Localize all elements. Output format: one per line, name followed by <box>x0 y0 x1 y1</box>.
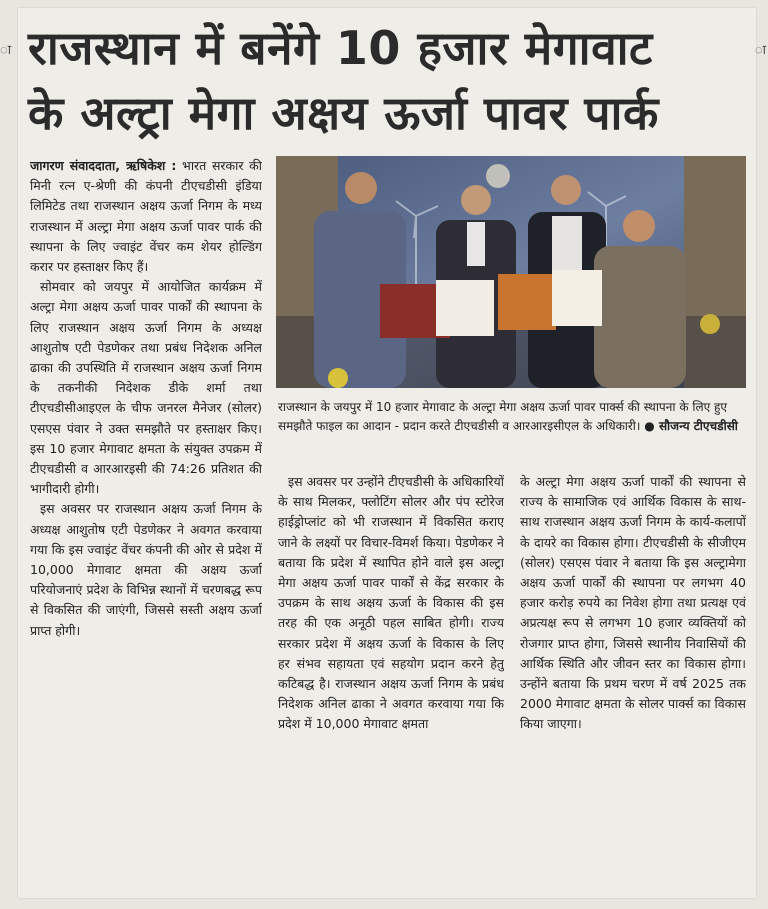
headline-line-1: राजस्थान में बनेंगे 10 हजार मेगावाट <box>28 21 653 75</box>
photo-credit: ● सौजन्य टीएचडीसी <box>644 419 738 433</box>
headline-line-2: के अल्ट्रा मेगा अक्षय ऊर्जा पावर पार्क <box>28 86 659 140</box>
dateline: जागरण संवाददाता, ऋषिकेश : <box>30 158 177 173</box>
edge-fragment-left: ा <box>0 43 12 58</box>
paragraph-1-text: भारत सरकार की मिनी रत्न ए-श्रेणी की कंपनी टीएचडीसी इंडिया लिमिटेड तथा राजस्थान अक्षय ऊर्जा निगम के मध्य राजस्थान में अल्ट्रा मेगा अक्षय ऊर्जा पावर पार्क की स्थापना के लिए ज्वाइंट वेंचर कम शेयर होल्डिंग करार पर हस्ताक्षर किए हैं। <box>30 158 262 275</box>
article-column-2 <box>278 472 504 892</box>
article-column-1 <box>30 156 262 892</box>
paragraph-2: सोमवार को जयपुर में आयोजित कार्यक्रम में अल्ट्रा मेगा अक्षय ऊर्जा पावर पार्कों की स्थापना के लिए राजस्थान अक्षय ऊर्जा निगम के अध्यक्ष आशुतोष एटी पेडणेकर तथा प्रबंध निदेशक अनिल ढाका की उपस्थिति में राजस्थान अक्षय ऊर्जा निगम के तकनीकी निदेशक डीके शर्मा तथा टीएचडीसीआइएल के चीफ जनरल मैनेजर (सोलर) एसएस पंवार ने उक्त समझौते पर हस्ताक्षर किए। इस 10 हजार मेगावाट क्षमता के संयुक्त उपक्रम में टीएचडीसी व आरआरइसी की 74:26 प्रतिशत की भागीदारी होगी। <box>30 279 262 497</box>
news-photo <box>276 156 746 388</box>
paragraph-3: इस अवसर पर राजस्थान अक्षय ऊर्जा निगम के अध्यक्ष आशुतोष एटी पेडणेकर ने अवगत करवाया गया कि इस ज्वाइंट वेंचर कंपनी की ओर से प्रदेश में 10,000 मेगावाट क्षमता की अक्षय ऊर्जा परियोजनाएं प्रदेश के विभिन्न स्थानों में चरणबद्ध रूप से विकसित की जाएंगी, जिससे सस्ती अक्षय ऊर्जा प्राप्त होगी। <box>30 501 262 638</box>
article-column-3 <box>520 472 746 892</box>
paragraph-4: इस अवसर पर उन्होंने टीएचडीसी के अधिकारियों के साथ मिलकर, फ्लोटिंग सोलर और पंप स्टोरेज हाईड्रोप्लांट को भी राजस्थान में विकसित कराए जाने के लक्ष्यों पर विचार-विमर्श किया। पेडणेकर ने बताया कि प्रदेश में स्थापित होने वाले इस अल्ट्रा मेगा अक्षय ऊर्जा पावर पार्कों से केंद्र सरकार के उपक्रम के साथ अक्षय ऊर्जा के विकास की इस तरह की एक अनूठी पहल साबित होगी। राज्य सरकार प्रदेश में अक्षय ऊर्जा के विकास के लिए हर संभव सहायता एवं सहयोग प्रदान करने हेतु कटिबद्ध है। राजस्थान अक्षय ऊर्जा निगम के प्रबंध निदेशक अनिल ढाका ने अवगत करवाया गया कि प्रदेश में 10,000 मेगावाट क्षमता <box>278 474 504 732</box>
paragraph-5: के अल्ट्रा मेगा अक्षय ऊर्जा पार्कों की स्थापना से राज्य के सामाजिक एवं आर्थिक विकास के साथ-साथ राजस्थान अक्षय ऊर्जा निगम के कार्य-कलापों के दायरे का विकास होगा। टीएचडीसी के सीजीएम (सोलर) एसएस पंवार ने बताया कि इस अल्ट्रामेगा अक्षय ऊर्जा पार्कों की स्थापना पर लगभग 40 हजार करोड़ रुपये का निवेश होगा तथा प्रत्यक्ष एवं अप्रत्यक्ष रूप से लगभग 10 हजार व्यक्तियों को रोजगार प्राप्त होगा, जिससे स्थानीय निवासियों की आर्थिक स्थिति और जीवन स्तर का विकास होगा। उन्होंने बताया कि प्रथम चरण में वर्ष 2025 तक 2000 मेगावाट क्षमता के सोलर पार्क्स का विकास किया जाएगा। <box>520 474 746 732</box>
photo-caption <box>278 398 740 436</box>
paragraph-1 <box>30 156 262 277</box>
edge-fragment-right: ा <box>754 43 766 58</box>
signing-ceremony-illustration <box>276 156 746 388</box>
caption-text: राजस्थान के जयपुर में 10 हजार मेगावाट के अल्ट्रा मेगा अक्षय ऊर्जा पावर पार्क्स की स्थापना के लिए हुए समझौते फाइल का आदान - प्रदान करते टीएचडीसी व आरआरइसीएल के अधिकारी। <box>278 400 728 433</box>
